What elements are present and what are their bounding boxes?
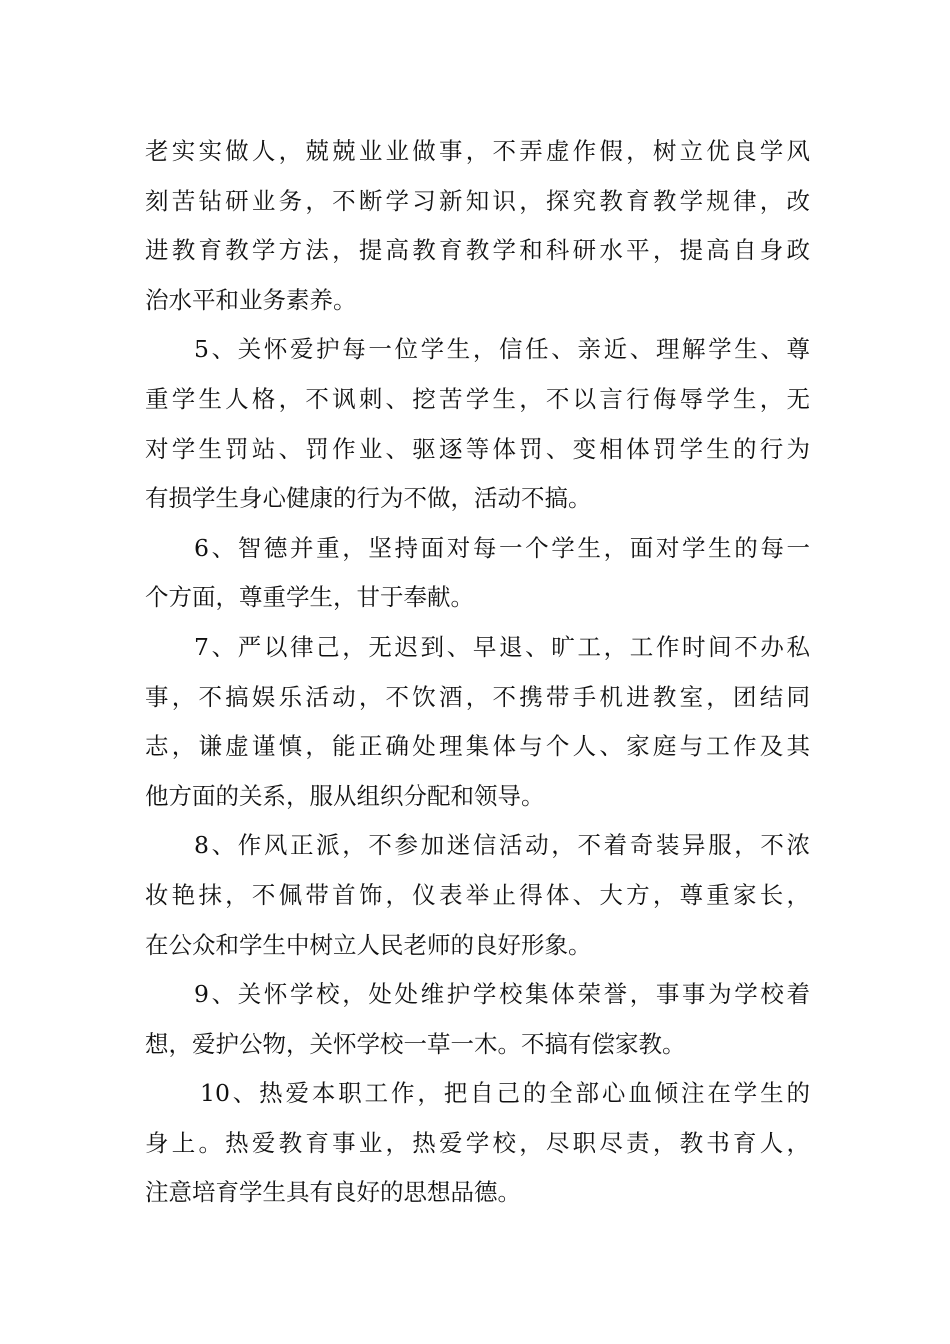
text-line: 他方面的关系，服从组织分配和领导。 [145,781,545,810]
text-line: 在公众和学生中树立人民老师的良好形象。 [145,930,592,959]
text-line: 刻苦钻研业务，不断学习新知识，探究教育教学规律，改 [145,186,810,215]
paragraph-first-line: 10、热爱本职工作，把自己的全部心血倾注在学生的 [200,1079,810,1108]
text-line: 事，不搞娱乐活动，不饮酒，不携带手机进教室，团结同 [145,682,810,711]
text-line: 志，谦虚谨慎，能正确处理集体与个人、家庭与工作及其 [145,732,810,761]
text-line: 治水平和业务素养。 [145,285,357,314]
text-line: 注意培育学生具有良好的思想品德。 [145,1178,521,1207]
text-line: 老实实做人，兢兢业业做事，不弄虚作假，树立优良学风 [145,137,810,165]
text-line: 进教育教学方法，提高教育教学和科研水平，提高自身政 [145,236,810,265]
text-line: 想，爱护公物，关怀学校一草一木。不搞有偿家教。 [145,1029,686,1058]
text-line: 妆艳抹，不佩带首饰，仪表举止得体、大方，尊重家长， [145,880,810,909]
text-line: 重学生人格，不讽刺、挖苦学生，不以言行侮辱学生，无 [145,384,810,413]
text-line: 对学生罚站、罚作业、驱逐等体罚、变相体罚学生的行为 [145,434,810,463]
document-body [145,127,810,1218]
text-line: 身上。热爱教育事业，热爱学校，尽职尽责，教书育人， [145,1128,810,1157]
paragraph-first-line: 5、关怀爱护每一位学生，信任、亲近、理解学生、尊 [194,335,810,364]
paragraph-first-line: 7、严以律己，无迟到、早退、旷工，工作时间不办私 [194,632,810,661]
text-line: 个方面，尊重学生，甘于奉献。 [145,583,474,612]
paragraph-first-line: 8、作风正派，不参加迷信活动，不着奇装异服，不浓 [194,831,810,860]
text-line: 有损学生身心健康的行为不做，活动不搞。 [145,484,592,513]
paragraph-first-line: 9、关怀学校，处处维护学校集体荣誉，事事为学校着 [194,980,810,1009]
paragraph-first-line: 6、智德并重，坚持面对每一个学生，面对学生的每一 [194,533,810,562]
